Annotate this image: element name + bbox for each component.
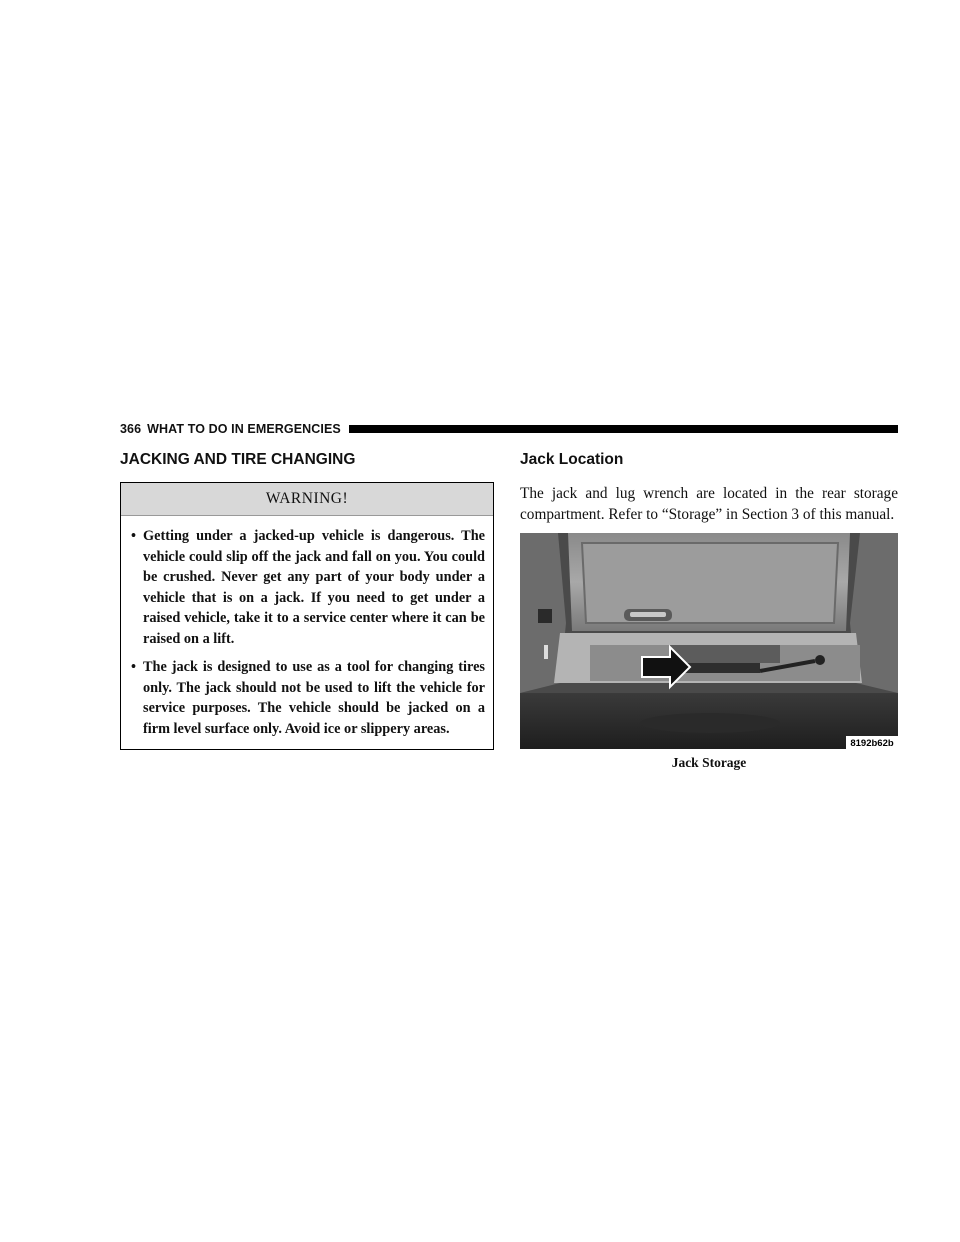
- body-paragraph: The jack and lug wrench are located in the rear storage compartment. Refer to “Storage” in Section 3 of this manual.: [520, 485, 898, 523]
- right-column: [520, 451, 898, 771]
- warning-title: WARNING!: [121, 483, 493, 516]
- section-heading: JACKING AND TIRE CHANGING: [120, 451, 356, 468]
- photo-illustration: [520, 533, 898, 749]
- warning-item-text: The jack is designed to use as a tool for changing tires only. The jack should not be used to lift the vehicle for service purposes. The vehicle should be jacked on a firm level surface only. Avoid ice or slippery areas.: [143, 659, 485, 737]
- left-column: [120, 451, 495, 750]
- bullet: •: [131, 659, 137, 675]
- page-number: 366: [120, 422, 142, 436]
- warning-body: [121, 516, 493, 749]
- warning-item: [131, 526, 485, 649]
- warning-item: [131, 657, 485, 739]
- bullet: •: [131, 528, 137, 544]
- figure-code: 8192b62b: [850, 738, 894, 749]
- figure-caption: Jack Storage: [671, 755, 747, 770]
- warning-item-text: Getting under a jacked-up vehicle is dangerous. The vehicle could slip off the jack and fall on you. You could be crushed. Never get any part of your body under a vehicle that is on a jack. If you need to get under a raised vehicle, take it to a service center where it can be raised on a lift.: [143, 528, 485, 647]
- header-rule: [349, 425, 898, 433]
- running-header: [120, 422, 898, 436]
- jack-storage-photo: [520, 533, 898, 749]
- section-title: WHAT TO DO IN EMERGENCIES: [147, 422, 341, 436]
- warning-box: [120, 482, 494, 750]
- subsection-heading: Jack Location: [520, 451, 624, 468]
- header-text: [120, 422, 341, 436]
